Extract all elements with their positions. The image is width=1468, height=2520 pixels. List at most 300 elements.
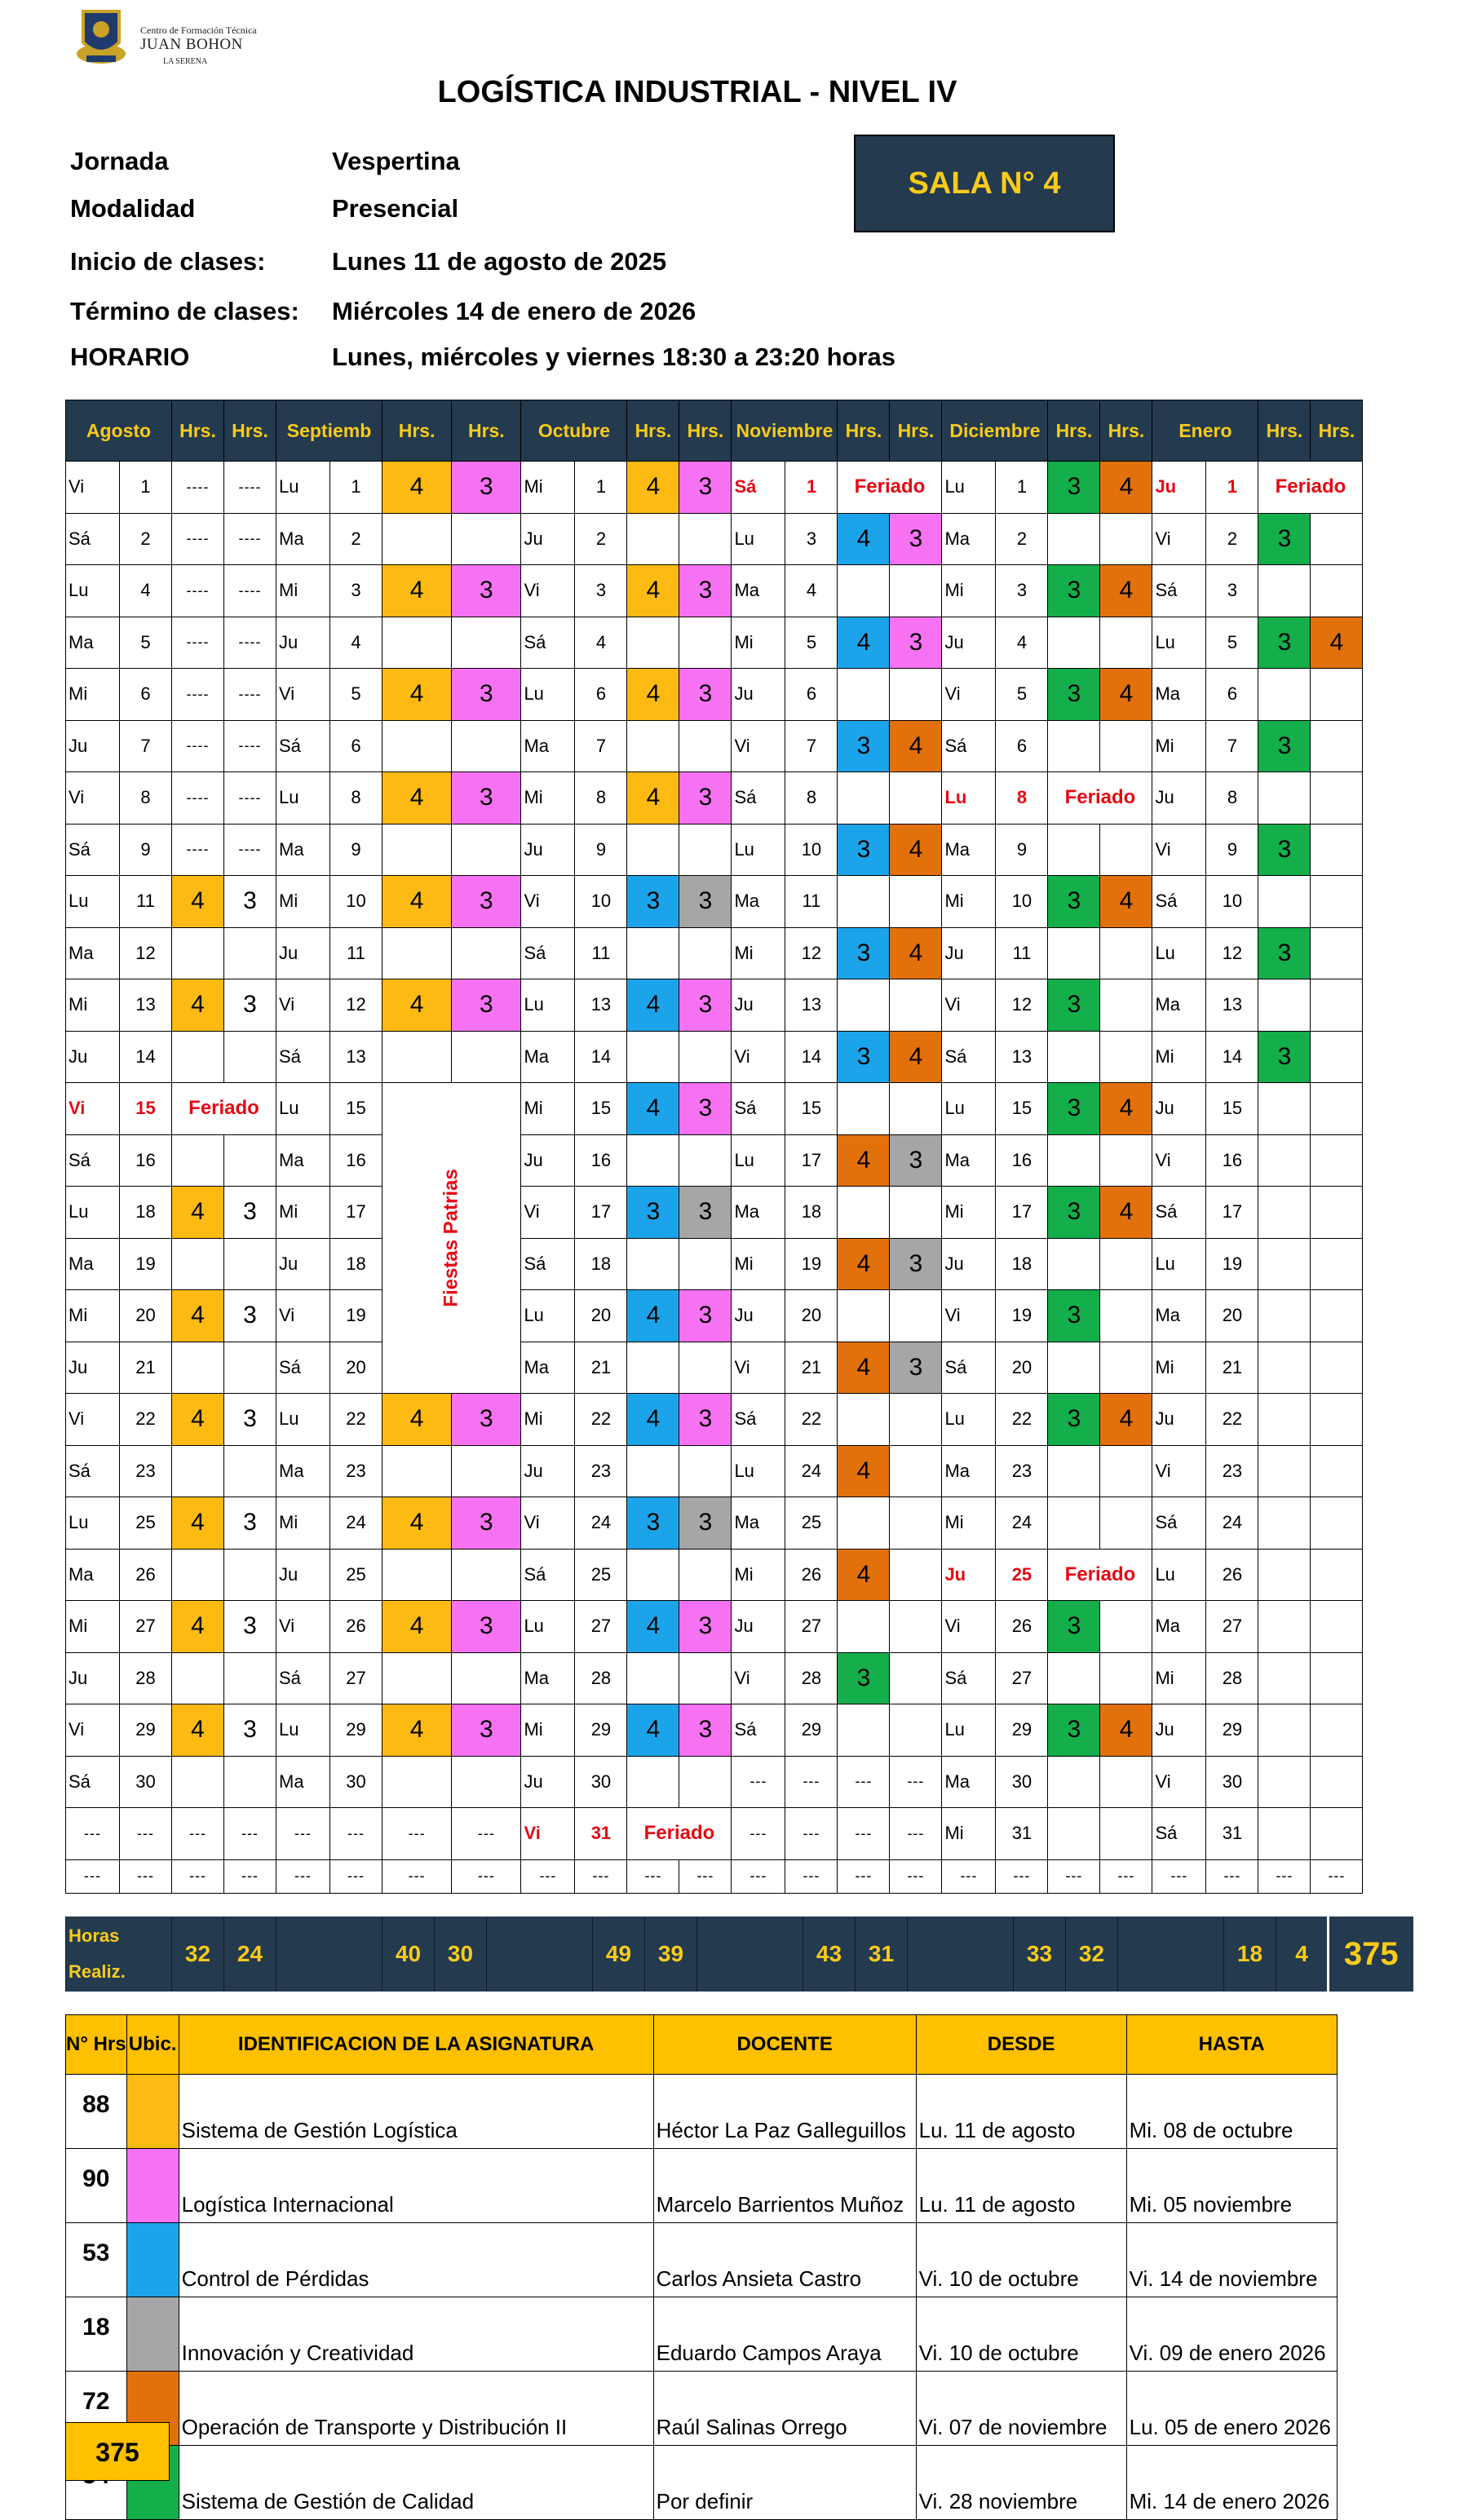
day-number: 20 [1206, 1290, 1258, 1342]
day-number: 6 [996, 720, 1048, 772]
day-name: Ju [942, 1549, 996, 1601]
day-number: 16 [996, 1134, 1048, 1187]
day-name: --- [276, 1808, 330, 1860]
subjects-header: Ubic. [126, 2015, 179, 2075]
hours-cell [224, 1549, 276, 1601]
day-name: Vi [732, 1342, 785, 1394]
day-name: --- [732, 1756, 785, 1808]
hours-cell: 3 [679, 1187, 732, 1239]
day-name: Mi [521, 462, 575, 514]
hours-cell [890, 1497, 942, 1550]
day-number: 29 [996, 1704, 1048, 1757]
day-name: --- [942, 1859, 996, 1893]
day-number: 25 [785, 1497, 838, 1550]
hours-cell: ---- [224, 513, 276, 565]
hours-cell [1100, 1652, 1152, 1704]
hours-cell [452, 1445, 521, 1497]
day-number: 20 [996, 1342, 1048, 1394]
hours-cell [382, 1549, 452, 1601]
hours-cell: --- [1311, 1859, 1363, 1893]
subject-name: Sistema de Gestión de Calidad [179, 2446, 653, 2520]
subject-hours: 72 [66, 2372, 127, 2446]
hours-cell [224, 1031, 276, 1083]
calendar-row [66, 1187, 1363, 1239]
day-name: Vi [521, 1497, 575, 1550]
hours-cell [890, 1083, 942, 1135]
calendar-row [66, 979, 1363, 1032]
subject-color-swatch [126, 2297, 179, 2372]
day-number: 5 [785, 617, 838, 669]
hours-cell: --- [679, 1859, 732, 1893]
day-number: 25 [120, 1497, 172, 1550]
hours-cell [1258, 1549, 1311, 1601]
day-number: 22 [575, 1394, 627, 1446]
day-number: 20 [785, 1290, 838, 1342]
day-name: Vi [1152, 1756, 1206, 1808]
subject-desde: Lu. 11 de agosto [916, 2149, 1126, 2223]
hours-cell: ---- [172, 565, 224, 617]
day-name: --- [732, 1808, 785, 1860]
day-number: --- [996, 1859, 1048, 1893]
day-number: 13 [575, 979, 627, 1032]
hours-cell: 3 [679, 1394, 732, 1446]
subject-docente: Carlos Ansieta Castro [653, 2223, 916, 2297]
hours-cell [172, 1652, 224, 1704]
hours-cell [1311, 979, 1363, 1032]
day-number: 27 [575, 1601, 627, 1653]
hours-cell: 3 [1048, 1601, 1100, 1653]
day-number: --- [120, 1859, 172, 1893]
hours-cell: 3 [627, 1497, 679, 1550]
day-name: Lu [521, 669, 575, 721]
day-name: Mi [732, 927, 785, 979]
hours-cell [172, 1756, 224, 1808]
subject-color-swatch [126, 2223, 179, 2297]
hours-cell [1311, 1187, 1363, 1239]
hours-cell: 4 [1100, 1394, 1152, 1446]
day-number: 23 [1206, 1445, 1258, 1497]
hours-cell: 3 [679, 669, 732, 721]
day-name: Lu [732, 824, 785, 876]
day-number: 15 [785, 1083, 838, 1135]
hours-cell: 4 [838, 1445, 890, 1497]
day-name: Vi [942, 1601, 996, 1653]
day-number: 30 [1206, 1756, 1258, 1808]
day-number: 12 [996, 979, 1048, 1032]
day-number: 23 [120, 1445, 172, 1497]
hours-cell [1048, 1031, 1100, 1083]
calendar-row [66, 1601, 1363, 1653]
hours-cell [838, 1704, 890, 1757]
day-name: Lu [276, 1083, 330, 1135]
day-name: Mi [1152, 1652, 1206, 1704]
hours-cell [1311, 1445, 1363, 1497]
subject-docente: Por definir [653, 2446, 916, 2520]
day-name: Ju [732, 979, 785, 1032]
day-number: 4 [120, 565, 172, 617]
day-name: Ma [521, 1031, 575, 1083]
totals-label [908, 1917, 1014, 1992]
hours-cell: ---- [224, 772, 276, 825]
day-number: 13 [1206, 979, 1258, 1032]
hours-cell [452, 1031, 521, 1083]
hours-cell: 3 [1048, 979, 1100, 1032]
calendar-row [66, 1342, 1363, 1394]
day-name: --- [66, 1859, 120, 1893]
calendar-row [66, 617, 1363, 669]
hours-cell: 4 [838, 513, 890, 565]
hours-cell [1311, 1238, 1363, 1290]
day-number: 7 [785, 720, 838, 772]
day-number: 29 [575, 1704, 627, 1757]
hours-header: Hrs. [172, 400, 224, 462]
subjects-header: IDENTIFICACION DE LA ASIGNATURA [179, 2015, 653, 2075]
hours-cell [224, 1652, 276, 1704]
hours-cell [172, 1238, 224, 1290]
calendar-row [66, 1290, 1363, 1342]
hours-cell: 3 [452, 1704, 521, 1757]
hours-cell [679, 720, 732, 772]
hours-cell: --- [1258, 1859, 1311, 1893]
day-number: 19 [785, 1238, 838, 1290]
day-name: Vi [276, 1290, 330, 1342]
day-number: 31 [575, 1808, 627, 1860]
calendar-grid [65, 400, 1363, 1894]
day-number: 28 [575, 1652, 627, 1704]
hours-cell: 4 [890, 824, 942, 876]
day-name: Ju [1152, 1704, 1206, 1757]
day-number: 12 [120, 927, 172, 979]
hours-cell [1258, 979, 1311, 1032]
hours-cell [1100, 927, 1152, 979]
hours-cell [1311, 1342, 1363, 1394]
hours-cell: 3 [224, 979, 276, 1032]
day-name: Ma [1152, 979, 1206, 1032]
totals-label [66, 1917, 172, 1992]
calendar-row [66, 772, 1363, 825]
day-number: 15 [330, 1083, 382, 1135]
day-name: Ju [521, 1445, 575, 1497]
hours-cell: 3 [890, 1342, 942, 1394]
day-number: 19 [330, 1290, 382, 1342]
hours-cell: ---- [224, 617, 276, 669]
hours-cell [627, 1756, 679, 1808]
subjects-header: HASTA [1126, 2015, 1337, 2075]
hours-cell: 3 [679, 1290, 732, 1342]
hours-cell: 4 [172, 1187, 224, 1239]
info-value: Miércoles 14 de enero de 2026 [332, 297, 696, 325]
hours-cell: 3 [679, 1497, 732, 1550]
institution-line1: Centro de Formación Técnica [140, 24, 257, 36]
day-name: Lu [1152, 617, 1206, 669]
page-title: LOGÍSTICA INDUSTRIAL - NIVEL IV [437, 75, 957, 109]
hours-cell: --- [172, 1808, 224, 1860]
hours-cell [1100, 1134, 1152, 1187]
hours-cell [627, 1445, 679, 1497]
hours-cell [1258, 1497, 1311, 1550]
hours-cell [679, 927, 732, 979]
subjects-header: N° Hrs [66, 2015, 127, 2075]
day-name: Ju [66, 1031, 120, 1083]
hours-cell: 4 [838, 1342, 890, 1394]
hours-cell [1311, 927, 1363, 979]
hours-cell: 3 [1048, 1290, 1100, 1342]
hours-cell: --- [382, 1859, 452, 1893]
hours-cell [452, 1756, 521, 1808]
institution-name: JUAN BOHON [140, 36, 243, 53]
day-name: Lu [521, 1601, 575, 1653]
hours-cell: 3 [1048, 565, 1100, 617]
hours-cell [1258, 669, 1311, 721]
hours-cell [1048, 1342, 1100, 1394]
hours-cell: 4 [382, 772, 452, 825]
hours-cell: 4 [172, 1394, 224, 1446]
holiday-label: Feriado [838, 462, 942, 514]
hours-cell [679, 1238, 732, 1290]
total-hours-value: 30 [435, 1917, 487, 1992]
day-number: 11 [330, 927, 382, 979]
day-number: 24 [996, 1497, 1048, 1550]
day-name: Mi [276, 565, 330, 617]
day-name: Ju [521, 1134, 575, 1187]
day-number: 1 [120, 462, 172, 514]
hours-cell [224, 1238, 276, 1290]
day-name: Mi [521, 1704, 575, 1757]
hours-cell: 3 [1048, 1704, 1100, 1757]
hours-cell: 4 [627, 979, 679, 1032]
hours-cell: 4 [890, 720, 942, 772]
hours-cell: 4 [1100, 462, 1152, 514]
day-name: Sá [66, 513, 120, 565]
hours-cell: 3 [224, 1187, 276, 1239]
day-number: 17 [996, 1187, 1048, 1239]
day-number: 21 [575, 1342, 627, 1394]
day-name: Ma [1152, 669, 1206, 721]
day-number: 18 [330, 1238, 382, 1290]
day-number: 1 [575, 462, 627, 514]
day-name: Ju [942, 1238, 996, 1290]
hours-cell: 3 [224, 1394, 276, 1446]
day-number: 9 [120, 824, 172, 876]
calendar-row [66, 1394, 1363, 1446]
hours-cell: 3 [890, 617, 942, 669]
subject-hasta: Lu. 05 de enero 2026 [1126, 2372, 1337, 2446]
day-number: 6 [785, 669, 838, 721]
hours-cell: --- [172, 1859, 224, 1893]
hours-cell [1100, 1031, 1152, 1083]
hours-header: Hrs. [1048, 400, 1100, 462]
hours-cell [890, 876, 942, 928]
day-name: Mi [942, 1497, 996, 1550]
hours-cell [1311, 1756, 1363, 1808]
hours-cell [838, 1187, 890, 1239]
month-header: Noviembre [732, 400, 838, 462]
hours-cell [890, 565, 942, 617]
hours-cell [627, 720, 679, 772]
day-number: 30 [120, 1756, 172, 1808]
day-number: 2 [120, 513, 172, 565]
hours-cell [1311, 1083, 1363, 1135]
day-name: Lu [66, 565, 120, 617]
day-name: Lu [942, 1394, 996, 1446]
day-name: Sá [942, 1342, 996, 1394]
day-number: 23 [330, 1445, 382, 1497]
day-number: 20 [120, 1290, 172, 1342]
hours-cell [1258, 1445, 1311, 1497]
day-name: Lu [942, 1704, 996, 1757]
hours-cell: 3 [1258, 824, 1311, 876]
day-name: Ma [66, 1549, 120, 1601]
hours-cell: 3 [1048, 1187, 1100, 1239]
day-number: 9 [330, 824, 382, 876]
hours-cell [1100, 1601, 1152, 1653]
subject-name: Innovación y Creatividad [179, 2297, 653, 2372]
hours-cell: ---- [172, 669, 224, 721]
day-number: 7 [120, 720, 172, 772]
day-name: Sá [66, 1134, 120, 1187]
day-name: Vi [942, 669, 996, 721]
day-number: 9 [1206, 824, 1258, 876]
day-name: Lu [66, 1497, 120, 1550]
day-name: Vi [521, 1187, 575, 1239]
hours-cell [452, 720, 521, 772]
hours-cell: 3 [679, 462, 732, 514]
day-number: 26 [330, 1601, 382, 1653]
day-number: 28 [785, 1652, 838, 1704]
day-name: Vi [942, 979, 996, 1032]
hours-cell [382, 720, 452, 772]
day-name: Lu [942, 1083, 996, 1135]
day-name: Lu [1152, 1238, 1206, 1290]
hours-cell: 4 [838, 617, 890, 669]
hours-cell: 3 [1048, 1394, 1100, 1446]
day-name: Vi [1152, 513, 1206, 565]
hours-cell: 3 [452, 772, 521, 825]
day-name: Ma [521, 1652, 575, 1704]
day-name: Mi [1152, 720, 1206, 772]
fiestas-patrias-label [382, 1083, 521, 1394]
day-name: Ju [276, 1549, 330, 1601]
day-name: Vi [1152, 824, 1206, 876]
hours-cell: 3 [1258, 720, 1311, 772]
day-number: 30 [330, 1756, 382, 1808]
day-number: 20 [330, 1342, 382, 1394]
hours-cell [452, 617, 521, 669]
hours-cell: 3 [838, 1652, 890, 1704]
totals-label [276, 1917, 382, 1992]
hours-header: Hrs. [679, 400, 732, 462]
hours-cell [382, 824, 452, 876]
day-number: 10 [1206, 876, 1258, 928]
hours-cell: --- [890, 1859, 942, 1893]
info-value: Presencial [332, 194, 459, 223]
subjects-header: DESDE [916, 2015, 1126, 2075]
month-header: Octubre [521, 400, 627, 462]
hours-cell: 4 [1100, 565, 1152, 617]
day-number: 19 [996, 1290, 1048, 1342]
subject-desde: Lu. 11 de agosto [916, 2075, 1126, 2149]
hours-cell [1048, 1238, 1100, 1290]
room-badge: SALA N° 4 [854, 135, 1115, 232]
day-number: 1 [996, 462, 1048, 514]
day-number: 26 [120, 1549, 172, 1601]
hours-cell [890, 772, 942, 825]
hours-cell [1258, 1601, 1311, 1653]
hours-cell [382, 513, 452, 565]
subject-hours: 18 [66, 2297, 127, 2372]
hours-cell [1100, 1342, 1152, 1394]
hours-cell [1311, 1652, 1363, 1704]
day-name: Ma [66, 617, 120, 669]
calendar-row [66, 1704, 1363, 1757]
day-name: Vi [66, 772, 120, 825]
totals-label [1118, 1917, 1224, 1992]
day-name: Ma [1152, 1601, 1206, 1653]
day-number: 1 [1206, 462, 1258, 514]
hours-cell: 3 [452, 1601, 521, 1653]
day-number: --- [330, 1808, 382, 1860]
hours-cell: 3 [679, 772, 732, 825]
day-number: --- [785, 1859, 838, 1893]
day-number: 4 [575, 617, 627, 669]
grand-total-value: 375 [1329, 1917, 1413, 1992]
day-name: Ma [276, 1445, 330, 1497]
info-label: Modalidad [70, 194, 196, 223]
day-name: Vi [66, 1083, 120, 1135]
hours-cell: ---- [172, 824, 224, 876]
calendar-row [66, 876, 1363, 928]
hours-cell [838, 1497, 890, 1550]
day-number: 22 [1206, 1394, 1258, 1446]
day-number: 6 [120, 669, 172, 721]
hours-cell: ---- [172, 720, 224, 772]
hours-cell: 4 [627, 1083, 679, 1135]
hours-cell [838, 1083, 890, 1135]
hours-cell: 3 [452, 876, 521, 928]
hours-cell: 4 [627, 1601, 679, 1653]
day-number: --- [575, 1859, 627, 1893]
hours-cell: 3 [890, 513, 942, 565]
day-name: Sá [732, 1704, 785, 1757]
hours-cell [890, 1445, 942, 1497]
hours-cell [1048, 1445, 1100, 1497]
hours-cell: 4 [627, 565, 679, 617]
day-name: --- [1152, 1859, 1206, 1893]
day-number: 14 [1206, 1031, 1258, 1083]
totals-label-line2: Realiz. [69, 1961, 126, 1982]
day-number: 3 [785, 513, 838, 565]
day-number: 19 [1206, 1238, 1258, 1290]
day-name: Ju [942, 617, 996, 669]
hours-cell [1258, 1187, 1311, 1239]
hours-cell [1048, 1134, 1100, 1187]
hours-cell [679, 1134, 732, 1187]
hours-cell [452, 1652, 521, 1704]
day-name: Sá [66, 1445, 120, 1497]
hours-cell [627, 513, 679, 565]
hours-cell [838, 669, 890, 721]
hours-cell: --- [452, 1859, 521, 1893]
day-name: Sá [732, 462, 785, 514]
hours-cell [1258, 772, 1311, 825]
hours-cell [679, 1549, 732, 1601]
hours-cell: 3 [224, 876, 276, 928]
day-name: Sá [942, 1652, 996, 1704]
day-name: Sá [276, 1652, 330, 1704]
subject-docente: Raúl Salinas Orrego [653, 2372, 916, 2446]
hours-cell: 3 [890, 1134, 942, 1187]
hours-cell [1311, 1394, 1363, 1446]
